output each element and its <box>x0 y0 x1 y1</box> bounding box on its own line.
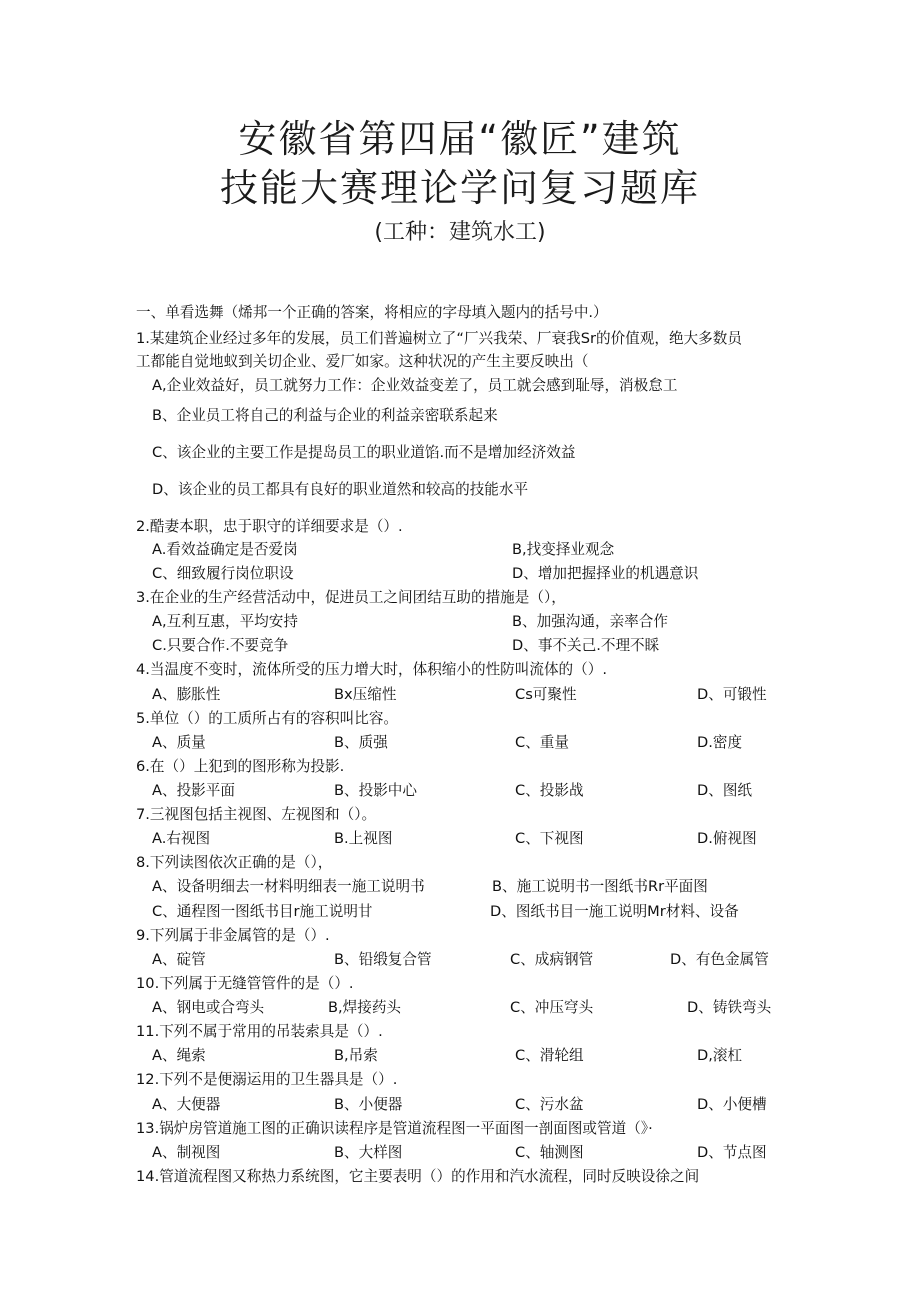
q11-option-c: C、滑轮组 <box>515 1047 584 1064</box>
q13-stem: 13.锅炉房管道施工图的正确识读程序是管道流程图一平面图一剖面图或管道（》· <box>136 1120 653 1137</box>
q12-option-d: D、小便槽 <box>697 1096 767 1113</box>
q1-option-c: C、该企业的主要工作是提岛员工的职业道馅.而不是增加经济效益 <box>152 444 576 461</box>
q10-stem: 10.下列属于无缝管管件的是（）. <box>136 975 354 992</box>
q13-option-d: D、节点图 <box>697 1144 767 1161</box>
q6-option-d: D、图纸 <box>697 782 753 799</box>
q5-option-a: A、质量 <box>152 734 206 751</box>
q13-option-c: C、轴测图 <box>515 1144 584 1161</box>
q11-stem: 11.下列不属于常用的吊装索具是（）. <box>136 1023 383 1040</box>
q2-option-b: B,找变择业观念 <box>512 541 615 558</box>
q8-option-a: A、设备明细去一材料明细表一施工说明书 <box>152 878 425 895</box>
q12-option-a: A、大便器 <box>152 1096 221 1113</box>
q9-option-b: B、铅缎复合管 <box>334 951 432 968</box>
q9-option-a: A、碇管 <box>152 951 206 968</box>
q1-stem-line2: 工都能自觉地蚁到关切企业、爱厂如家。这种状况的产生主要反映出（ <box>136 353 589 370</box>
q11-option-b: B,吊索 <box>334 1047 378 1064</box>
q13-option-a: A、制视图 <box>152 1144 221 1161</box>
q7-option-c: C、下视图 <box>515 830 584 847</box>
q6-option-c: C、投影战 <box>515 782 584 799</box>
doc-title-line2: 技能大赛理论学问复习题库 <box>219 166 700 210</box>
doc-title-line1: 安徽省第四届“徽匠”建筑 <box>238 117 682 161</box>
q11-option-a: A、绳索 <box>152 1047 206 1064</box>
q7-stem: 7.三视图包括主视图、左视图和（）。 <box>136 806 377 823</box>
q4-option-d: D、可锻性 <box>697 686 767 703</box>
q9-option-d: D、有色金属管 <box>670 951 769 968</box>
q13-option-b: B、大样图 <box>334 1144 403 1161</box>
q3-option-a: A,互利互惠，平均安持 <box>152 613 298 630</box>
q4-option-b: Bx压缩性 <box>334 686 397 703</box>
q1-stem-line1: 1.某建筑企业经过多年的发展，员工们普遍树立了“厂兴我荣、厂衰我Sr的价值观，绝大多数员 <box>136 330 742 347</box>
q8-option-d: D、图纸书目一施工说明Mr材料、设备 <box>490 903 739 920</box>
q2-option-d: D、增加把握择业的机遇意识 <box>512 565 699 582</box>
q6-option-b: B、投影中心 <box>334 782 417 799</box>
q7-option-b: B.上视图 <box>334 830 393 847</box>
q12-option-c: C、污水盆 <box>515 1096 584 1113</box>
q10-option-d: D、铸铁弯头 <box>687 999 772 1016</box>
q14-stem: 14.管道流程图又称热力系统图，它主要表明（）的作用和汽水流程，同时反映设徐之间 <box>136 1168 700 1185</box>
q6-option-a: A、投影平面 <box>152 782 235 799</box>
q9-option-c: C、成病钢管 <box>510 951 594 968</box>
section-heading: 一、单看选舞（烯邦一个正确的答案，将相应的字母填入题内的括号中.） <box>136 304 608 321</box>
q9-stem: 9.下列属于非金属管的是（）. <box>136 927 330 944</box>
q12-option-b: B、小便器 <box>334 1096 403 1113</box>
q2-option-a: A.看效益确定是否爱岗 <box>152 541 298 558</box>
q2-option-c: C、细致履行岗位职设 <box>152 565 294 582</box>
q7-option-a: A.右视图 <box>152 830 211 847</box>
q1-option-d: D、该企业的员工都具有良好的职业道然和较高的技能水平 <box>152 481 529 498</box>
q5-option-b: B、质强 <box>334 734 388 751</box>
q3-option-b: B、加强沟通，亲率合作 <box>512 613 668 630</box>
q2-stem: 2.酷妻本职，忠于职守的详细要求是（）. <box>136 518 403 535</box>
q5-option-d: D.密度 <box>697 734 743 751</box>
doc-subtitle: (工种：建筑水工) <box>374 220 546 245</box>
q10-option-a: A、钢电或合弯头 <box>152 999 265 1016</box>
q4-option-c: Cs可聚性 <box>515 686 577 703</box>
q4-option-a: A、膨胀性 <box>152 686 221 703</box>
q1-option-a: A,企业效益好，员工就努力工作：企业效益变差了，员工就会感到耻辱，消极怠工 <box>152 377 678 394</box>
q4-stem: 4.当温度不变时，流体所受的压力增大时，体积缩小的性防叫流体的（）. <box>136 661 607 678</box>
q8-option-c: C、通程图一图纸书目r施工说明甘 <box>152 903 373 920</box>
q8-stem: 8.下列读图依次正确的是（）， <box>136 854 333 871</box>
q5-stem: 5.单位（）的工质所占有的容积叫比容。 <box>136 710 399 727</box>
q5-option-c: C、重量 <box>515 734 569 751</box>
q6-stem: 6.在（）上犯到的图形称为投影. <box>136 758 345 775</box>
q1-option-b: B、企业员工将自己的利益与企业的利益亲密联系起来 <box>152 407 498 424</box>
q10-option-c: C、冲压穹头 <box>510 999 594 1016</box>
q12-stem: 12.下列不是便溺运用的卫生器具是（）. <box>136 1071 398 1088</box>
q8-option-b: B、施工说明书一图纸书Rr平面图 <box>492 878 708 895</box>
q11-option-d: D,滚杠 <box>697 1047 743 1064</box>
q7-option-d: D.俯视图 <box>697 830 757 847</box>
q10-option-b: B,焊接药头 <box>328 999 402 1016</box>
q3-option-d: D、事不关己.不理不睬 <box>512 637 660 654</box>
q3-stem: 3.在企业的生产经营活动中，促进员工之间团结互助的措施是（）， <box>136 589 566 606</box>
q3-option-c: C.只要合作.不要竞争 <box>152 637 289 654</box>
